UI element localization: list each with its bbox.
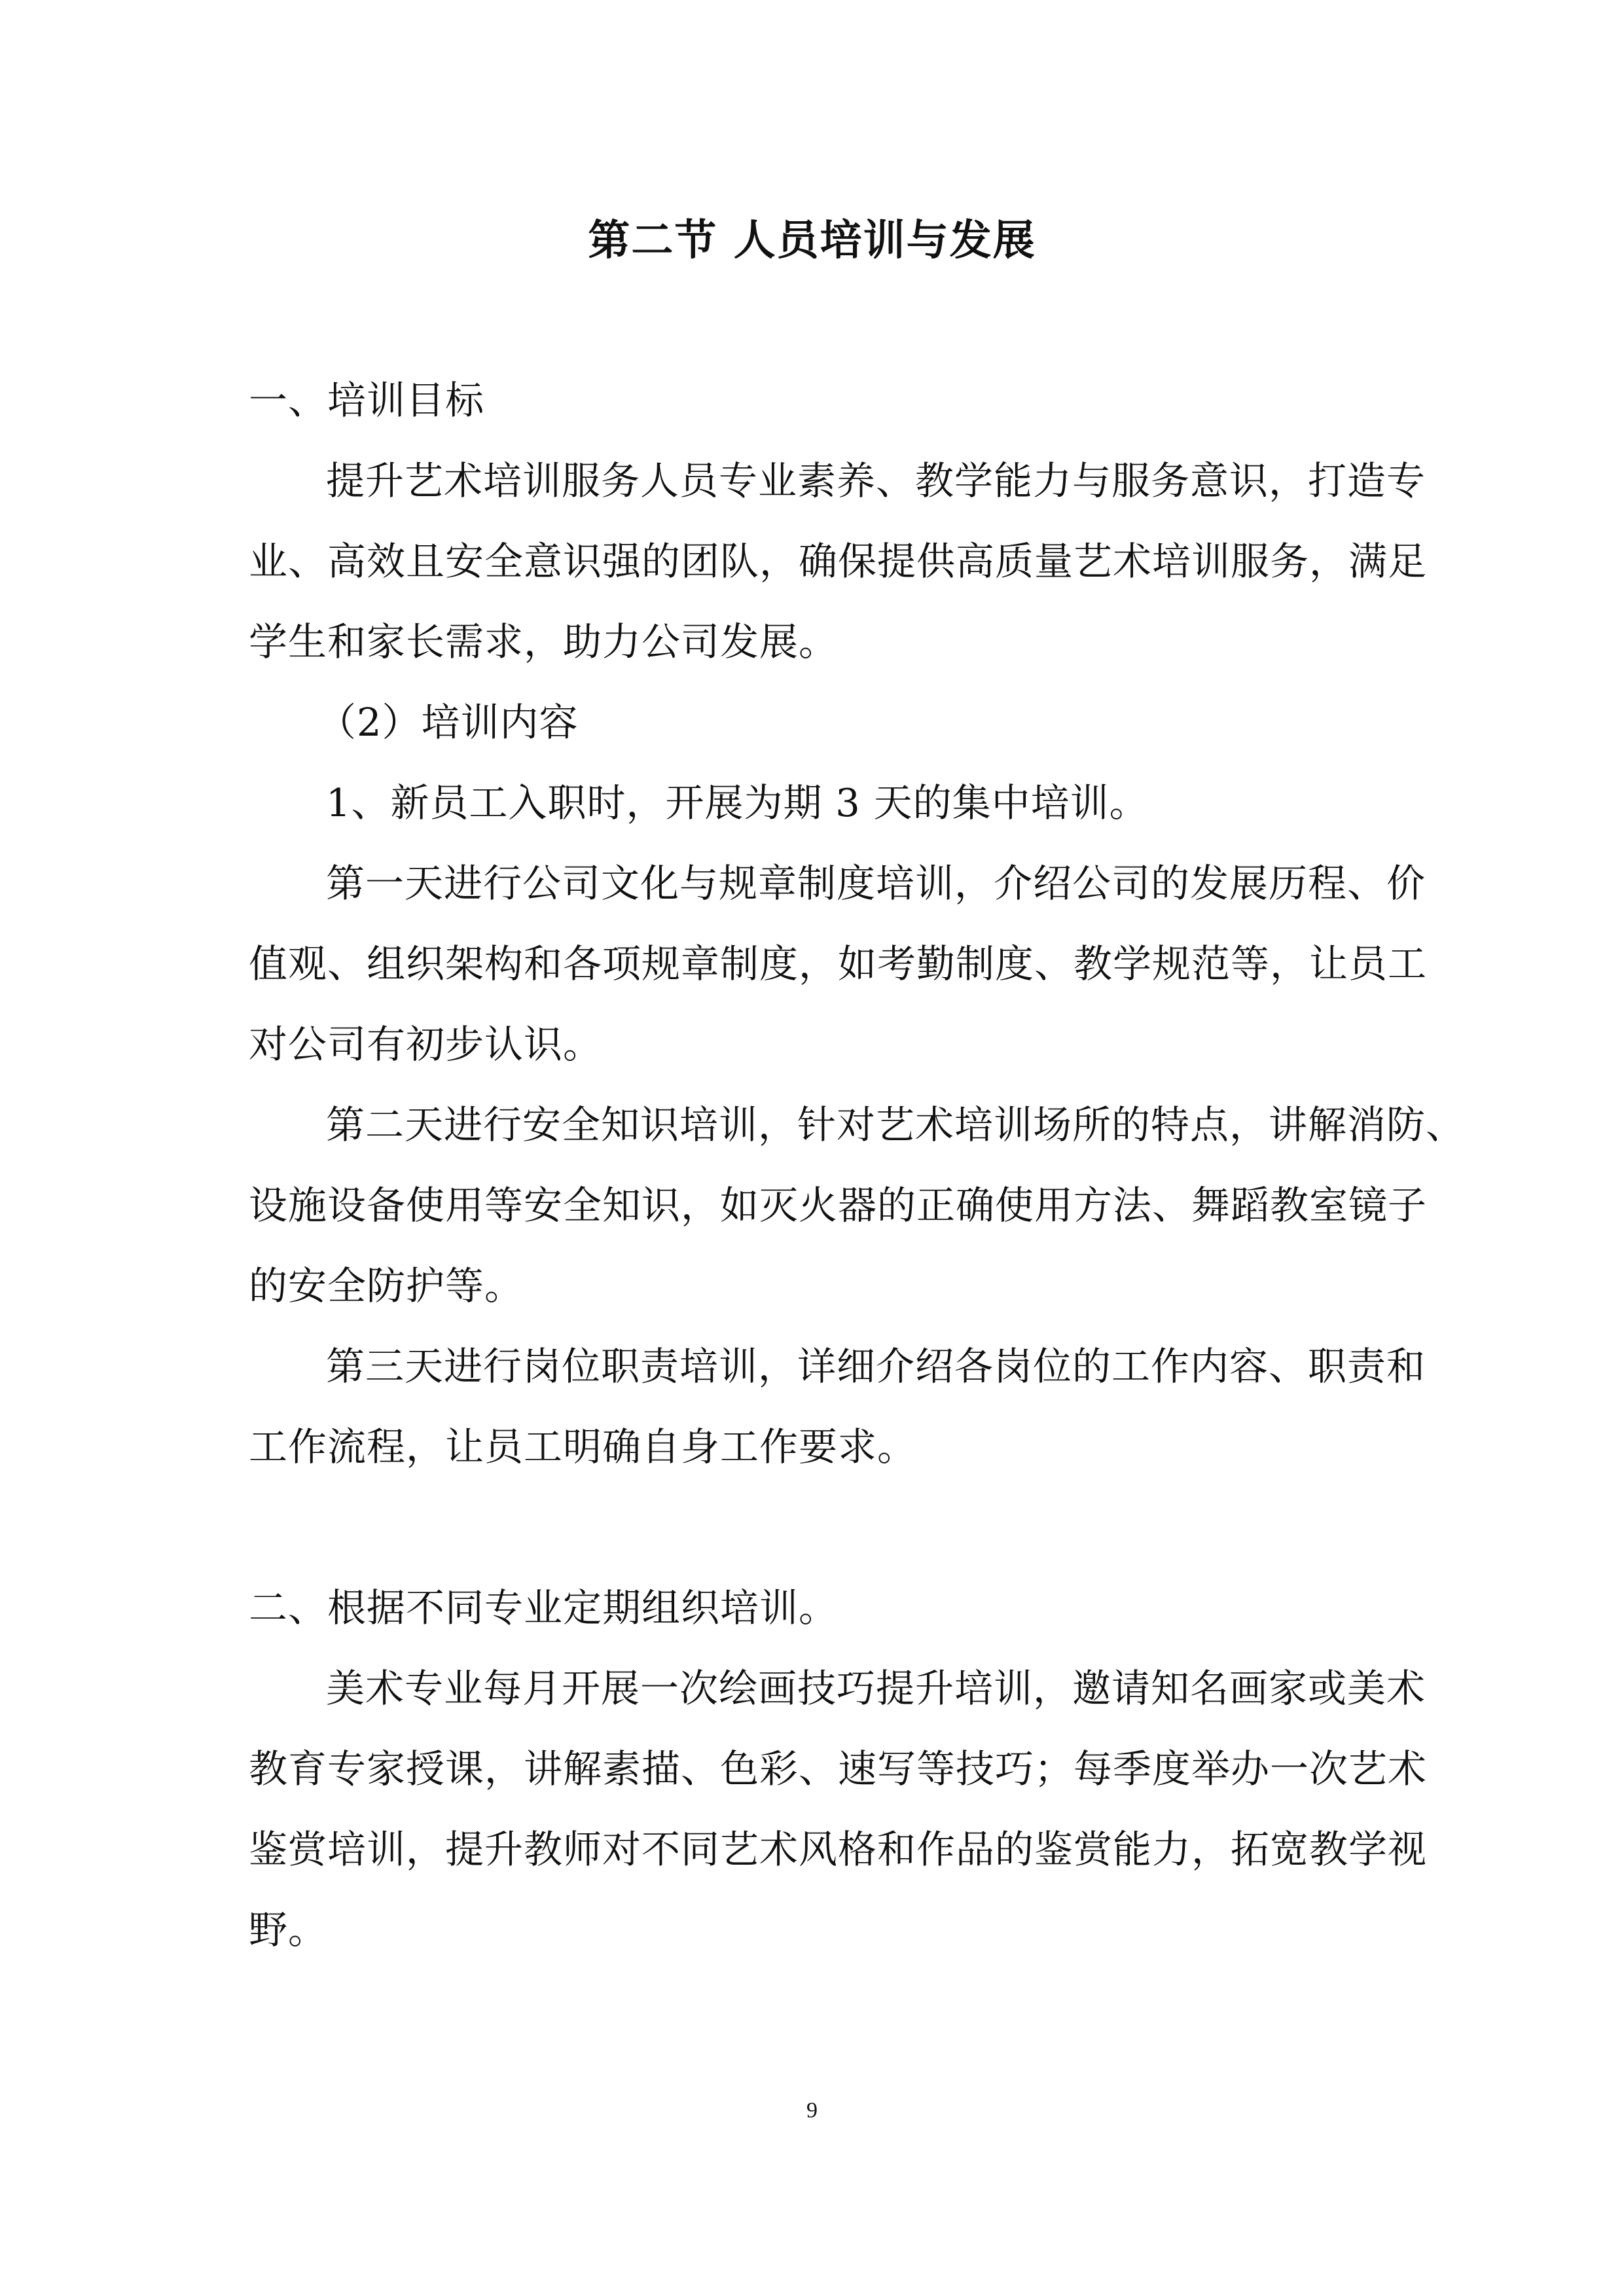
paragraph-line: 工作流程，让员工明确自身工作要求。 bbox=[249, 1424, 917, 1469]
subheading-training-content: （2）培训内容 bbox=[317, 700, 579, 745]
paragraph-line: 值观、组织架构和各项规章制度，如考勤制度、教学规范等，让员工 bbox=[249, 941, 1428, 986]
paragraph-line: 学生和家长需求，助力公司发展。 bbox=[249, 619, 839, 664]
paragraph-line: 对公司有初步认识。 bbox=[249, 1022, 603, 1067]
paragraph-line: 第一天进行公司文化与规章制度培训，介绍公司的发展历程、价 bbox=[326, 861, 1426, 906]
paragraph-line: 美术专业每月开展一次绘画技巧提升培训，邀请知名画家或美术 bbox=[326, 1666, 1426, 1711]
page-number: 9 bbox=[806, 2098, 818, 2123]
paragraph-line: 的安全防护等。 bbox=[249, 1263, 524, 1308]
paragraph-line: 提升艺术培训服务人员专业素养、教学能力与服务意识，打造专 bbox=[326, 458, 1426, 503]
paragraph-line: 第二天进行安全知识培训，针对艺术培训场所的特点，讲解消防、 bbox=[326, 1102, 1466, 1147]
paragraph-line: 1、新员工入职时，开展为期 3 天的集中培训。 bbox=[326, 780, 1149, 825]
paragraph-line: 鉴赏培训，提升教师对不同艺术风格和作品的鉴赏能力，拓宽教学视 bbox=[249, 1827, 1428, 1872]
paragraph-line: 教育专家授课，讲解素描、色彩、速写等技巧；每季度举办一次艺术 bbox=[249, 1746, 1428, 1791]
heading-periodic-training: 二、根据不同专业定期组织培训。 bbox=[249, 1585, 839, 1630]
paragraph-line: 设施设备使用等安全知识，如灭火器的正确使用方法、舞蹈教室镜子 bbox=[249, 1183, 1428, 1228]
section-title: 第二节 人员培训与发展 bbox=[588, 217, 1036, 265]
heading-training-goal: 一、培训目标 bbox=[249, 378, 485, 423]
paragraph-line: 第三天进行岗位职责培训，详细介绍各岗位的工作内容、职责和 bbox=[326, 1344, 1426, 1389]
paragraph-line: 业、高效且安全意识强的团队，确保提供高质量艺术培训服务，满足 bbox=[249, 539, 1428, 584]
paragraph-line: 野。 bbox=[249, 1907, 328, 1952]
